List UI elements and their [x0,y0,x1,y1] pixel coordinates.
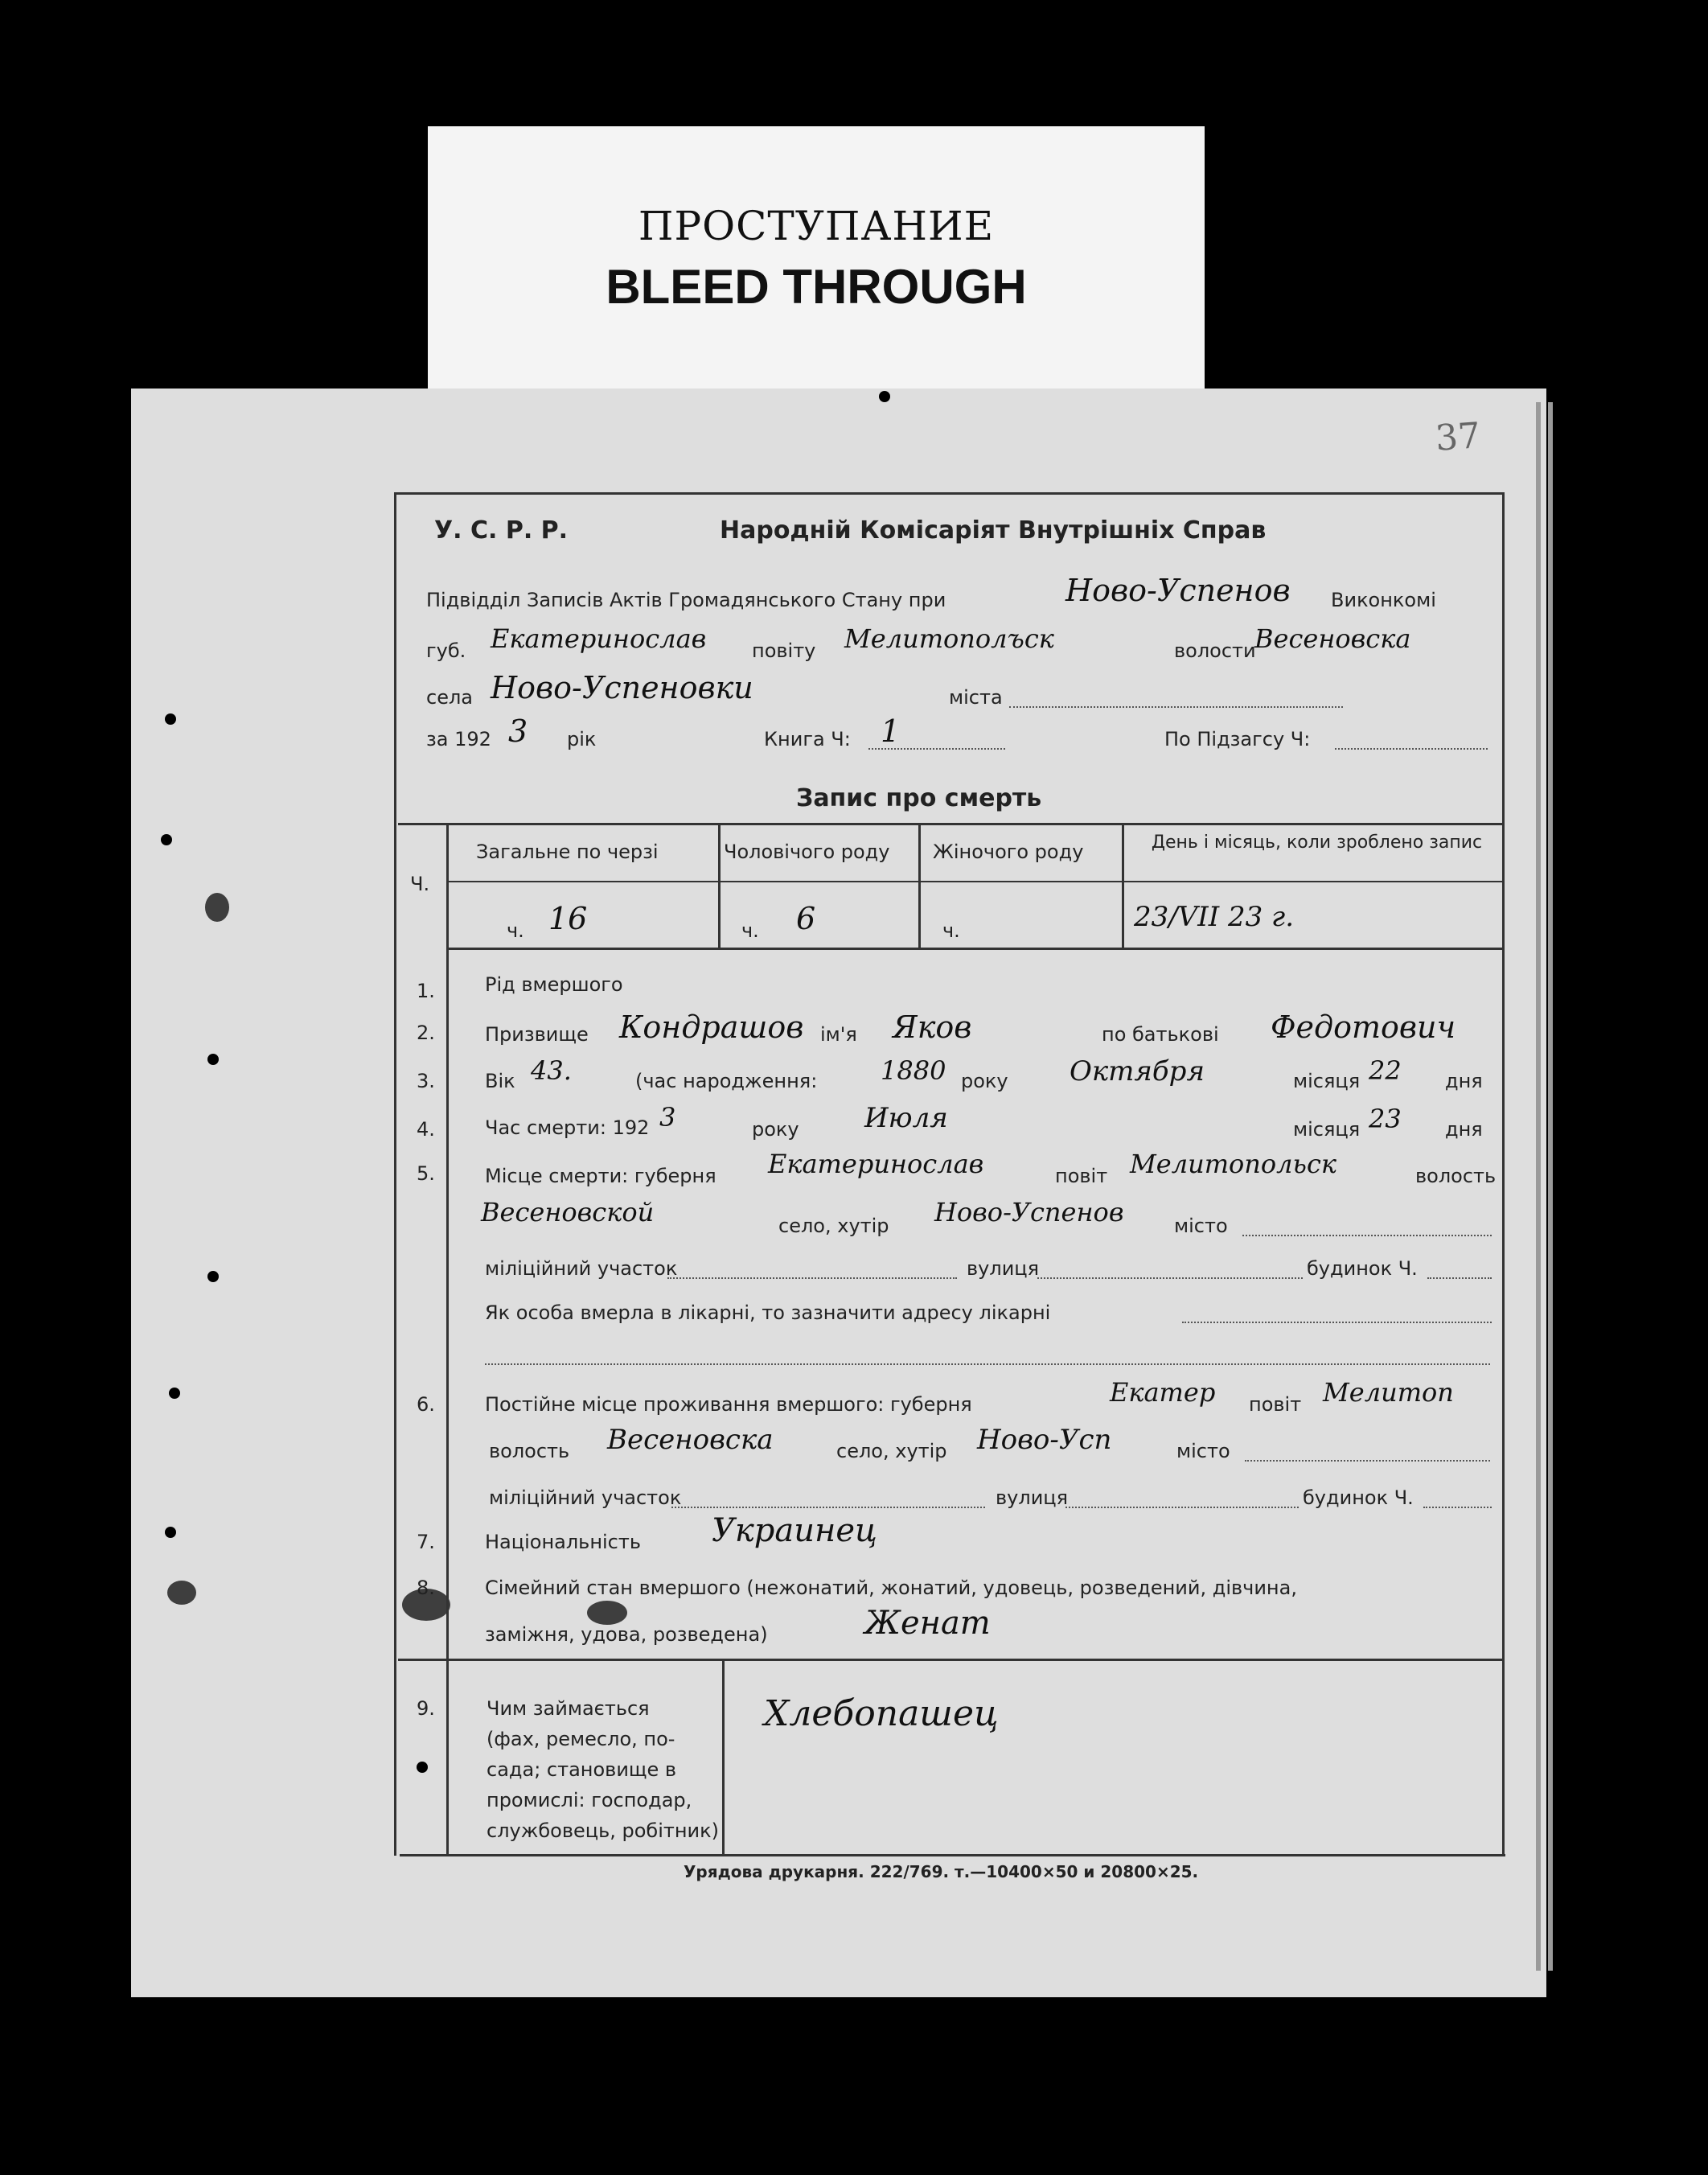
residence-volost: Весеновска [607,1424,774,1456]
residence-house-label: будинок Ч. [1303,1486,1414,1509]
punch-hole [207,1271,219,1282]
povit-label: повіту [752,639,816,662]
form-border-right [1502,492,1505,1856]
nationality-value: Украинец [712,1512,877,1549]
page-edge [1536,402,1541,1971]
residence-street-label: вулиця [996,1486,1069,1509]
table-col-male: Чоловічого роду [724,841,890,863]
table-col-date: День і місяць, коли зроблено запис [1151,833,1483,853]
punch-hole [169,1388,180,1399]
row-num: 8. [417,1577,435,1599]
ink-stain [167,1581,196,1605]
death-place-gub: Екатеринослав [768,1149,984,1179]
residence-povit-label: повіт [1249,1393,1302,1416]
ink-stain [205,893,229,922]
house-label: будинок Ч. [1307,1257,1418,1280]
occupation-label-line: промислі: господар, [487,1789,692,1811]
year-digit: 3 [508,713,528,749]
occupation-label-line: (фах, ремесло, по- [487,1728,675,1750]
death-place-povit-label: повіт [1055,1165,1108,1187]
name-label: ім'я [820,1023,857,1046]
birth-year-unit: року [961,1070,1008,1092]
death-place-selo-label: село, хутір [778,1215,889,1237]
form-border-top [394,492,1504,495]
punch-hole [165,713,176,725]
death-place-label: Місце смерти: губерня [485,1165,716,1187]
village-value: Ново-Успеновки [491,670,753,705]
row-num: 9. [417,1697,435,1720]
form-border-left [394,492,396,1856]
row-num: 5. [417,1162,435,1185]
surname-label: Призвище [485,1023,589,1046]
family-status-label: Сімейний стан вмершого (нежонатий, жонатий, удовець, розведений, дівчина, [485,1577,1297,1599]
punch-hole [161,834,172,845]
ink-stain [587,1601,627,1625]
residence-volost-label: волость [489,1440,570,1462]
village-label: села [426,686,474,709]
gub-label: губ. [426,639,466,662]
volost-value: Весеновска [1254,623,1411,654]
table-num-prefix: ч. [942,919,960,942]
occupation-label-line: сада; становище в [487,1758,677,1781]
card-title-russian: ПРОСТУПАНИЕ [638,203,995,249]
punch-hole [165,1527,176,1538]
death-time-label: Час смерти: 192 [485,1116,650,1139]
table-col-general: Загальне по черзі [476,841,659,863]
death-year-unit: року [752,1118,799,1141]
patronymic-label: по батькові [1102,1023,1219,1046]
residence-gub: Екатер [1110,1377,1216,1408]
occupation-label-line: Чим займається [487,1697,650,1720]
death-year-digit: 3 [659,1102,676,1133]
header-commissariat: Народній Комісаріят Внутрішніх Справ [720,516,1267,545]
occupation-label-line: службовець, робітник) [487,1819,720,1842]
punch-hole [417,1762,428,1773]
row-num: 2. [417,1022,435,1044]
name-value: Яков [893,1009,972,1045]
page-edge [1548,402,1553,1971]
table-num-prefix: ч. [507,919,524,942]
row-num: 6. [417,1393,435,1416]
table-date-value: 23/VII 23 г. [1134,901,1295,933]
table-male-value: 6 [796,901,816,936]
residence-label: Постійне місце проживання вмершого: губерня [485,1393,972,1416]
card-title-english: BLEED THROUGH [606,260,1027,314]
residence-militia-label: міліційний участок [489,1486,682,1509]
residence-selo-label: село, хутір [836,1440,947,1462]
book-value: 1 [881,713,901,749]
age-value: 43. [531,1055,572,1086]
printer-footer: Урядова друкарня. 222/769. т.—10400×50 и 20800×25. [684,1862,1199,1881]
table-general-value: 16 [548,901,588,936]
surname-value: Кондрашов [619,1009,804,1045]
birth-month-unit: місяця [1293,1070,1361,1092]
death-place-volost-label: волость [1415,1165,1497,1187]
occupation-label [487,1693,719,1846]
patronymic-value: Федотович [1271,1009,1456,1045]
table-ch: Ч. [410,873,430,895]
povit-value: Мелитополъск [844,623,1054,654]
death-month-unit: місяця [1293,1118,1361,1141]
photo-card [428,126,1205,394]
street-label: вулиця [967,1257,1040,1280]
row-num: 1. [417,980,435,1002]
birth-label: (час народження: [635,1070,818,1092]
death-day-unit: дня [1445,1118,1483,1141]
table-col-female: Жіночого роду [933,841,1084,863]
subdivision-label: Підвідділ Записів Актів Громадянського Стану при [426,589,946,611]
birth-day: 22 [1369,1055,1402,1086]
book-label: Книга Ч: [764,728,851,750]
death-place-selo: Ново-Успенов [934,1197,1124,1227]
family-status-label-2: заміжня, удова, розведена) [485,1623,768,1646]
nationality-label: Національність [485,1531,642,1553]
residence-povit: Мелитоп [1323,1377,1454,1408]
occupation-value: Хлебопашец [764,1693,999,1734]
table-num-prefix: ч. [741,919,759,942]
death-place-povit: Мелитопольск [1130,1149,1336,1179]
row-num: 3. [417,1070,435,1092]
death-place-volost: Весеновской [481,1197,655,1227]
death-place-city-label: місто [1174,1215,1228,1237]
punch-hole [879,391,890,402]
family-status-value: Женат [864,1605,991,1642]
subdivision-value: Ново-Успенов [1065,573,1291,608]
year-suffix: рік [567,728,597,750]
hospital-label: Як особа вмерла в лікарні, то зазначити адресу лікарні [485,1301,1051,1324]
row-num: 7. [417,1531,435,1553]
punch-hole [207,1054,219,1065]
residence-city-label: місто [1176,1440,1230,1462]
header-ussr: У. С. Р. Р. [434,516,569,545]
city-label: міста [949,686,1003,709]
birth-year: 1880 [881,1055,946,1086]
residence-selo: Ново-Усп [977,1424,1112,1456]
gub-value: Екатеринослав [491,623,707,654]
page-number: 37 [1434,415,1482,459]
volost-label: волости [1174,639,1256,662]
row-num: 4. [417,1118,435,1141]
kin-label: Рід вмершого [485,973,623,996]
death-day: 23 [1369,1104,1402,1134]
death-month: Июля [864,1102,948,1134]
subdivision-suffix: Виконкомі [1331,589,1436,611]
record-title: Запис про смерть [796,784,1042,812]
subzags-label: По Підзагсу Ч: [1164,728,1311,750]
birth-month: Октября [1070,1055,1205,1088]
form-border-bottom [400,1854,1505,1856]
birth-day-unit: дня [1445,1070,1483,1092]
age-label: Вік [485,1070,515,1092]
year-prefix: за 192 [426,728,491,750]
militia-label: міліційний участок [485,1257,678,1280]
